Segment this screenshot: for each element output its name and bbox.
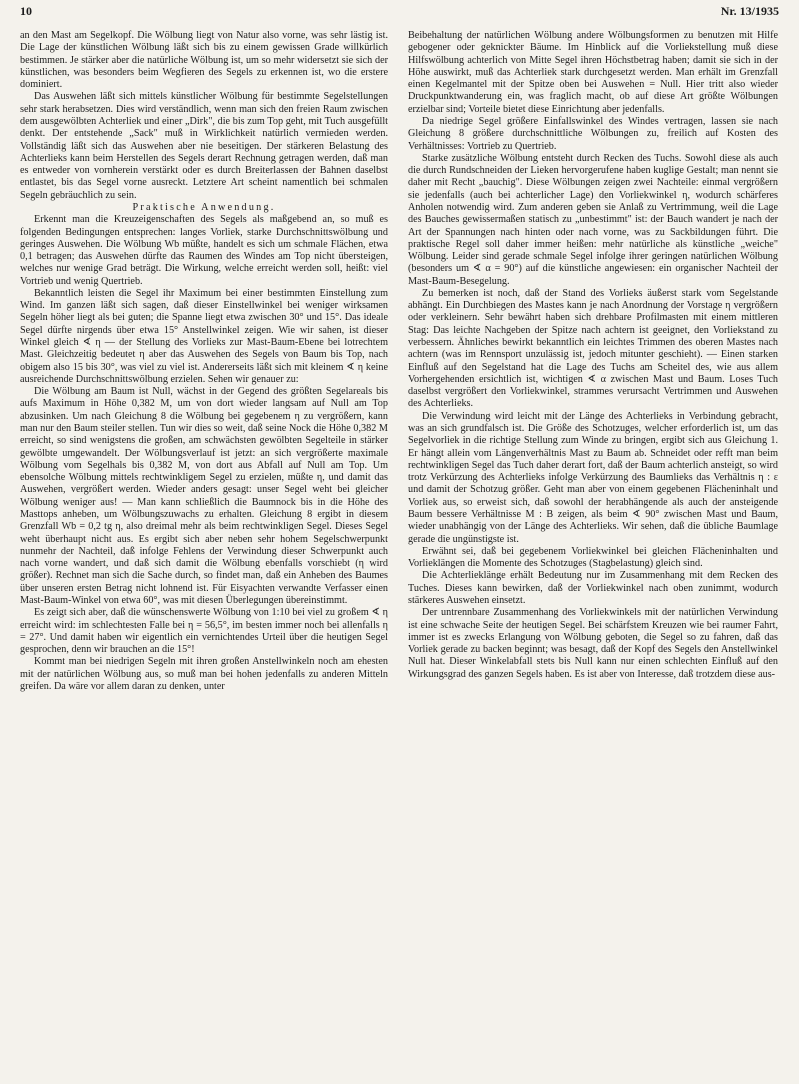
paragraph: Kommt man bei niedrigen Segeln mit ihren großen Anstellwinkeln noch am ehesten mit der natürlichen Wölbung aus, so muß man bei hohen jedenfalls zu anderen Mitteln greifen. Da wäre vor allem daran zu denken, unter — [20, 656, 388, 692]
paragraph: Die Achterlieklänge erhält Bedeutung nur im Zusammenhang mit dem Recken des Tuches. Dieses kann bewirken, daß der Vorliekwinkel nach oben zunimmt, wodurch stärkeres Auswehen einsetzt. — [408, 570, 778, 606]
left-column — [20, 30, 388, 1080]
paragraph: Starke zusätzliche Wölbung entsteht durch Recken des Tuchs. Sowohl diese als auch die durch Rundschneiden der Lieken hervorgerufene haben kuglige Gestalt; man nennt sie daher mit Recht „bauchig". Diese Wölbungen zeigen zwei Nachteile: einmal vergrößern sie jedenfalls (auch bei achterlicher Lage) den Vorliekwinkel η, wodurch schärferes Anholen notwendig wird. Zum anderen geben sie Anlaß zu Vertrimmung, weil die Lage des Bauches gewissermaßen statisch zu „unbestimmt" ist: der Bauch wandert je nach der Art der Spannungen nach hinten oder nach vorne, was zu Sackbildungen führt. Die praktische Regel soll daher immer heißen: mehr natürliche als künstliche „weiche" Wölbung. Leider sind gerade schmale Segel infolge ihrer geringen natürlichen Wölbung (besonders um ∢ α = 90°) auf die künstliche angewiesen: ein organischer Nachteil der Mast-Baum-Besegelung. — [408, 152, 778, 287]
paragraph: Beibehaltung der natürlichen Wölbung andere Wölbungsformen zu benutzen mit Hilfe gebogener oder geknickter Bäume. Im Hinblick auf die Vorliekstellung muß diese Hilfswölbung achterlich von Mitte Segel ihren Höchstbetrag haben; damit sie sich in der Höhe auswirkt, muß das Achterliek stark durchgesetzt werden. Man erhält im Grenzfall einen Kegelmantel mit der Spitze oben bei Auswehen = Null. Hier tritt also wieder Druckpunktwanderung ein, was fraglich macht, ob auf diese Art größte Wölbungen erzielbar sind; Vorteile bietet diese Einrichtung aber jedenfalls. — [408, 30, 778, 115]
paragraph: Die Verwindung wird leicht mit der Länge des Achterlieks in Verbindung gebracht, was an sich grundfalsch ist. Die Größe des Schotzuges, welcher erforderlich ist, um das Segelvorliek in die richtige Stellung zum Winde zu bringen, ergibt sich aus Gleichung 1. Er hängt allein vom Längenverhältnis Mast zu Baum ab. Schneidet oder refft man beim rechtwinkligen Segel das Tuch daher derart fort, daß der Baum achterlich ansteigt, so wird trotz Verkürzung des Achterlieks infolge Verkürzung des Baumlieks das Verhältnis η : ε und damit der Schotzug größer. Geht man aber von einem gegebenen Flächeninhalt und Vorliek aus, so erweist sich, daß sowohl der herabhängende als auch der ansteigende Baum bessere Verhältnisse M : B zeigen, als beim ∢ 90° zwischen Mast und Baum, wieder unabhängig von der Länge des Achterlieks. Wir sehen, daß die übliche Baumlage gerade die ungünstigste ist. — [408, 410, 778, 545]
paragraph: Erwähnt sei, daß bei gegebenem Vorliekwinkel bei gleichen Flächeninhalten und Vorlieklängen die Momente des Schotzuges (Stagbelastung) gleich sind. — [408, 545, 778, 570]
paragraph: Da niedrige Segel größere Einfallswinkel des Windes vertragen, lassen sie nach Gleichung 8 größere durchschnittliche Wölbungen zu, freilich auf Kosten des Verhältnisses: Vortrieb zu Quertrieb. — [408, 115, 778, 152]
paragraph: Zu bemerken ist noch, daß der Stand des Vorlieks äußerst stark vom Segelstande abhängt. Ein Durchbiegen des Mastes kann je nach Anordnung der Vorstage η vergrößern oder verkleinern. Sehr bewährt haben sich drehbare Profilmasten mit einem mittleren Stag: Das leichte Nachgeben der Spitze nach achtern ist geeignet, den Vorliekstand zu verbessern. Ähnliches bewirkt bekanntlich ein leichtes Trimmen des oberen Mastes nach achtern (was im Rennsport unzulässig ist, jedoch mitunter geschieht). — Einen starken Einfluß auf den Segelstand hat die Lage des Tuchs am Scheitel des, wie aus allem Vorhergehenden ersichtlich ist, wichtigen ∢ α zwischen Mast und Baum. Loses Tuch daselbst vergrößert den Vorliekwinkel, strammes verursacht Vertrimmen und Auswehen des Achterlieks. — [408, 287, 778, 410]
section-heading: Praktische Anwendung. — [132, 201, 276, 213]
paragraph: Bekanntlich leisten die Segel ihr Maximum bei einer bestimmten Einstellung zum Wind. Im ganzen läßt sich sagen, daß dieser Einstellwinkel bei weniger wirksamen Segeln höher liegt als bei guten; die Spanne liegt etwa zwischen 30° und 15°. Das ideale Segel dürfte nirgends über etwa 15° Anstellwinkel zeigen. Wie wir sahen, ist dieser Winkel gleich ∢ η — der Stellung des Vorlieks zur Mast-Baum-Ebene bei lotrechtem Mast. Gleichzeitig bedeutet η aber das Auswehen des Segels von Baum bis Top, nach obigem also 15 bis 30°, was viel zu viel ist. Andererseits läßt sich mit kleinem ∢ η keine ausreichende Durchschnittswölbung erzielen. Sehen wir genauer zu: — [20, 287, 388, 385]
issue-number: Nr. 13/1935 — [720, 4, 779, 18]
paragraph: Erkennt man die Kreuzeigenschaften des Segels als maßgebend an, so muß es folgenden Bedingungen entsprechen: langes Vorliek, starke Durchschnittswölbung und geringes Auswehen. Die Wölbung Wb müßte, handelt es sich um schmale Flächen, etwa 0,1 betragen; das Auswehen dürfte das Raumen des Windes am Top nicht übersteigen, welches nur wenige Grad beträgt. Die Wirkung, welche erreicht werden soll, heißt: viel Vortrieb und wenig Quertrieb. — [20, 214, 388, 287]
paragraph: Der untrennbare Zusammenhang des Vorliekwinkels mit der natürlichen Verwindung ist eine schwache Seite der heutigen Segel. Bei schärfstem Kreuzen wie bei raumer Fahrt, immer ist es zwecks Erlangung von Wölbung geboten, die Segel so zu fahren, daß das Vorliek gerade zu backen beginnt; was besagt, daß der Kopf des Segels den Anstellwinkel Null hat. Dieser Winkelabfall stets bis Null kann nur einen schlechten Einfluß auf den Wirkungsgrad des ganzen Segels haben. Es ist aber von Interesse, daß trotzdem diese aus- — [408, 607, 778, 680]
paragraph: Das Auswehen läßt sich mittels künstlicher Wölbung für bestimmte Segelstellungen sehr stark herabsetzen. Dies wird verständlich, wenn man sich den freien Raum zwischen dem ausgewölbten Achterliek und einer „Dirk", die bis zum Top geht, mit Tuch ausgefüllt denkt. Der entstehende „Sack" muß in Wirklichkeit natürlich vermieden werden. Vollständig läßt sich das Auswehen aber nie beseitigen. Der stärkeren Belastung des Achterlieks kann beim Herstellen des Segels derart Rechnung getragen werden, daß man es entweder von vornherein verstärkt oder es durch Breiterlassen der Bahnen daselbst entlastet, bis das Segel vorne ausreckt. Letztere Art scheint namentlich bei schmalen Segeln gebräuchlich zu sein. — [20, 91, 388, 201]
right-column — [408, 30, 778, 1080]
page-number: 10 — [20, 4, 32, 18]
page-header — [20, 4, 779, 22]
paragraph: Die Wölbung am Baum ist Null, wächst in der Gegend des größten Segelareals bis aufs Maximum in Höhe 0,382 M, um von dort wieder langsam auf Null am Top abzusinken. Um nach Gleichung 8 die Wölbung bei gegebenem η zu vergrößern, kann man nur den Baum steiler stellen. Tun wir dies so weit, daß seine Nock die Höhe 0,382 M erreicht, so sind wenigstens die großen, am schwächsten gewölbten Segelteile in stärker gewölbte umgewandelt. Der Wölbungsverlauf ist jetzt: an sich vergrößerte maximale Wölbung vom Segelhals bis 0,382 M, von dort aus Abfall auf Null am Top. Um ebensolche Wölbung mittels rechtwinkligem Segel zu erzielen, müßte η, und damit das Auswehen, vergrößert werden. Wieder anders gesagt: unser Segel weht bei gleicher Wölbung weniger aus! — Man kann schließlich die Baumnock bis in die Höhe des Masttops anheben, um Wölbungszuwachs zu erhalten. Gleichung 8 ergibt in diesem Grenzfall Wb = 0,2 tg η, also dreimal mehr als beim rechtwinkligen Segel. Dieses Segel weht überhaupt nicht aus. Es ergibt sich aber neben sehr hohem Segelschwerpunkt nunmehr der Nachteil, daß infolge Fehlens der Verwindung dieser Schwerpunkt auch nach vorne wandert, und daß sich damit die Wölbung ebenfalls vorschiebt (η wird größer). Rechnet man sich die Sache durch, so findet man, daß ein Anheben des Baumes über unseren ersten Betrag nicht lohnend ist. Für Eisyachten verwandte Verfasser einen Mast-Baum-Winkel von etwa 60°, was mit diesen Überlegungen übereinstimmt. — [20, 386, 388, 606]
paragraph: an den Mast am Segelkopf. Die Wölbung liegt von Natur also vorne, was sehr lästig ist. Die Lage der künstlichen Wölbung läßt sich bis zu einem gewissen Grade willkürlich bestimmen. Je stärker aber die natürliche Wölbung ist, um so mehr widersetzt sie sich der künstlichen, was besonders beim Wegfieren des Segels zu erkennen ist, wo die erstere dominiert. — [20, 30, 388, 91]
paragraph: Es zeigt sich aber, daß die wünschenswerte Wölbung von 1:10 bei viel zu großem ∢ η erreicht wird: im schlechtesten Falle bei η = 56,5°, im besten immer noch bei allenfalls η = 27°. Und damit haben wir eigentlich ein vernichtendes Urteil über die heutigen Segel gesprochen, denn wir brauchen an die 15°! — [20, 607, 388, 656]
